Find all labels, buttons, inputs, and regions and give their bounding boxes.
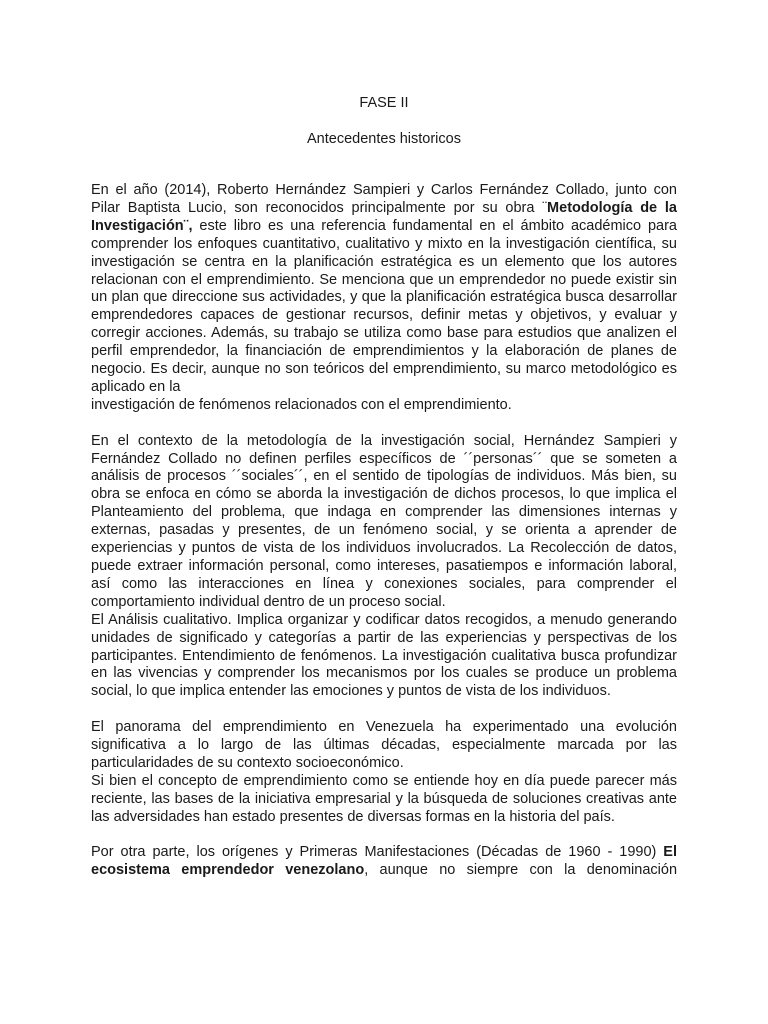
paragraph-1 [91,182,677,397]
page-subtitle: Antecedentes historicos [307,131,461,147]
paragraph-1-continuation: investigación de fenómenos relacionados con el emprendimiento. [91,396,512,413]
paragraph-6-text-c: , aunque no siempre con la denominación [364,862,678,879]
paragraph-5: Si bien el concepto de emprendimiento como se entiende hoy en día puede parecer más reciente, las bases de la iniciativa empresarial y la búsqueda de soluciones creativas ante las adversidades han estado presentes de diversas formas en la historia del país. [91,772,677,825]
paragraph-6 [91,844,677,880]
paragraph-6-text-a: Por otra parte, los orígenes y Primeras Manifestaciones (Décadas de 1960 - 1990) [91,844,664,861]
paragraph-4: El panorama del emprendimiento en Venezuela ha experimentado una evolución significativa a lo largo de las últimas décadas, especialmente marcada por las particularidades de su contexto socioeconómico. [91,719,677,771]
paragraph-1-text-c: este libro es una referencia fundamental en el ámbito académico para comprender los enfoques cuantitativo, cualitativo y mixto en la investigación científica, su investigación se centra en la planificación estratégica es un elemento que los autores relacionan con el emprendimiento. Se menciona que un emprendedor no puede existir sin un plan que direccione sus actividades, y que la planificación estratégica busca desarrollar emprendedores capaces de gestionar recursos, definir metas y objetivos, y evaluar y corregir acciones. Además, su trabajo se utiliza como base para estudios que analizen el perfil emprendedor, la financiación de emprendimientos y la elaboración de planes de negocio. Es decir, aunque no son teóricos del emprendimiento, su marco metodológico es aplicado en la [91,217,677,395]
paragraph-1-text-a: En el año (2014), Roberto Hernández Sampieri y Carlos Fernández Collado, junto con Pilar Baptista Lucio, son reconocidos principalmente por su obra ¨ [91,182,677,216]
paragraph-3: El Análisis cualitativo. Implica organizar y codificar datos recogidos, a menudo generando unidades de significado y categorías a partir de las experiencias y perspectivas de los participantes. Entendimiento de fenómenos. La investigación cualitativa busca profundizar en las vivencias y comprender los mecanismos por los cuales se produce un problema social, lo que implica entender las emociones y puntos de vista de los individuos. [91,611,677,700]
paragraph-1-bold-title: Metodología de la Investigación¨, [91,199,677,234]
paragraph-6-bold-phrase: El ecosistema emprendedor venezolano [91,844,677,879]
page-title: FASE II [359,95,409,111]
paragraph-2: En el contexto de la metodología de la investigación social, Hernández Sampieri y Fernández Collado no definen perfiles específicos de ´´personas´´ que se someten a análisis de procesos ´´sociales´´, en el sentido de tipologías de individuos. Más bien, su obra se enfoca en cómo se aborda la investigación de dichos procesos, lo que implica el Planteamiento del problema, que indaga en comprender las dimensiones internas y externas, pasadas y presentes, de un fenómeno social, y se orienta a aprender de experiencias y puntos de vista de los individuos involucrados. La Recolección de datos, puede extraer información personal, como intereses, pasatiempos e información laboral, así como las interacciones en línea y conexiones sociales, para comprender el comportamiento individual dentro de un proceso social. [91,432,677,610]
document-body [91,182,677,880]
